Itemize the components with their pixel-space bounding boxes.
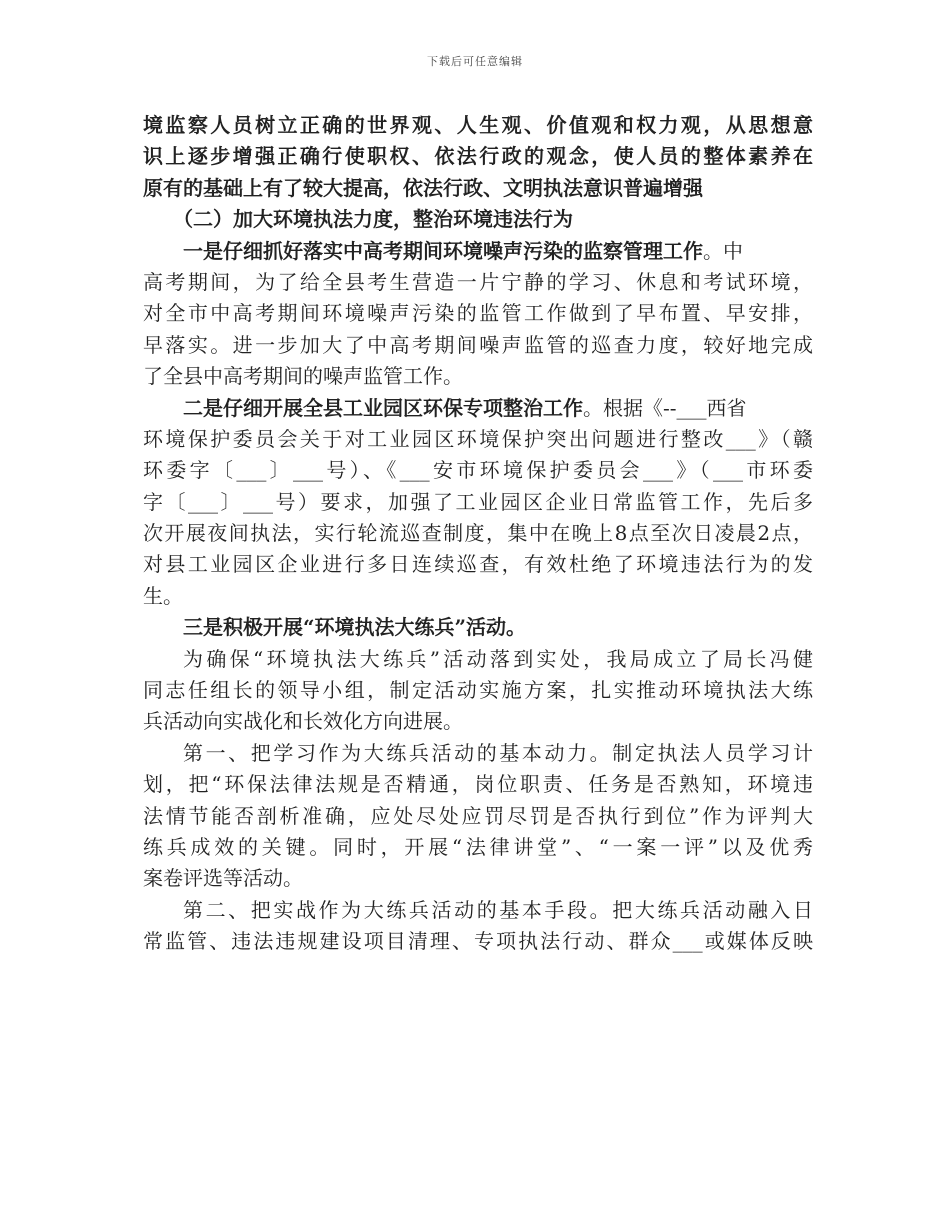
paragraph-line: 生。 xyxy=(143,583,183,608)
paragraph-line: 兵活动向实战化和长效化方向进展。 xyxy=(143,709,463,734)
item-heading: 二是仔细开展全县工业园区环保专项整治工作 xyxy=(183,395,583,420)
paragraph-line: 常监管、违法违规建设项目清理、专项执法行动、群众___或媒体反映 xyxy=(143,929,813,954)
paragraph-line xyxy=(143,236,813,267)
paragraph-line: 次开展夜间执法，实行轮流巡查制度，集中在晚上8点至次日凌晨2点， xyxy=(143,521,813,546)
paragraph-line: 字〔___〕___号）要求，加强了工业园区企业日常监管工作，先后多 xyxy=(143,489,813,514)
paragraph-line: 环境保护委员会关于对工业园区环境保护突出问题进行整改___》（赣 xyxy=(143,426,813,451)
paragraph-line: 原有的基础上有了较大提高，依法行政、文明执法意识普遍增强 xyxy=(143,175,703,200)
paragraph-line: 识上逐步增强正确行使职权、依法行政的观念，使人员的整体素养在 xyxy=(143,144,813,169)
paragraph-line: 早落实。进一步加大了中高考期间噪声监管的巡查力度，较好地完成 xyxy=(143,332,813,357)
item-heading: 一是仔细抓好落实中高考期间环境噪声污染的监察管理工作 xyxy=(183,238,703,263)
paragraph-line: 第一、把学习作为大练兵活动的基本动力。制定执法人员学习计 xyxy=(183,740,813,765)
paragraph-line xyxy=(143,393,813,424)
paragraph-line: 境监察人员树立正确的世界观、人生观、价值观和权力观，从思想意 xyxy=(143,113,813,137)
inline-text: 。中 xyxy=(703,238,743,263)
page-header: 下载后可任意编辑 xyxy=(427,55,523,68)
paragraph-line: 案卷评选等活动。 xyxy=(143,866,303,891)
inline-text: 。根据《--___西省 xyxy=(583,395,747,420)
paragraph-line: 第二、把实战作为大练兵活动的基本手段。把大练兵活动融入日 xyxy=(183,897,813,922)
paragraph-line: 了全县中高考期间的噪声监管工作。 xyxy=(143,364,463,389)
paragraph-line: 为确保“环境执法大练兵”活动落到实处，我局成立了局长冯健 xyxy=(183,646,813,671)
item-heading: 三是积极开展“环境执法大练兵”活动。 xyxy=(183,615,527,640)
section-heading: （二）加大环境执法力度，整治环境违法行为 xyxy=(173,207,573,232)
document-body xyxy=(143,110,813,958)
paragraph-line: 练兵成效的关键。同时，开展“法律讲堂”、“一案一评”以及优秀 xyxy=(143,834,813,859)
paragraph-line: 高考期间，为了给全县考生营造一片宁静的学习、休息和考试环境， xyxy=(143,269,813,294)
paragraph-line: 法情节能否剖析准确，应处尽处应罚尽罚是否执行到位”作为评判大 xyxy=(143,803,813,828)
paragraph-line: 同志任组长的领导小组，制定活动实施方案，扎实推动环境执法大练 xyxy=(143,678,813,703)
paragraph-line: 环委字〔___〕___号）、《___安市环境保护委员会___》（___市环委 xyxy=(143,458,813,483)
paragraph-line: 划，把“环保法律法规是否精通，岗位职责、任务是否熟知，环境违 xyxy=(143,772,813,797)
paragraph-line: 对县工业园区企业进行多日连续巡查，有效杜绝了环境违法行为的发 xyxy=(143,552,813,577)
paragraph-line: 对全市中高考期间环境噪声污染的监管工作做到了早布置、早安排， xyxy=(143,301,813,326)
